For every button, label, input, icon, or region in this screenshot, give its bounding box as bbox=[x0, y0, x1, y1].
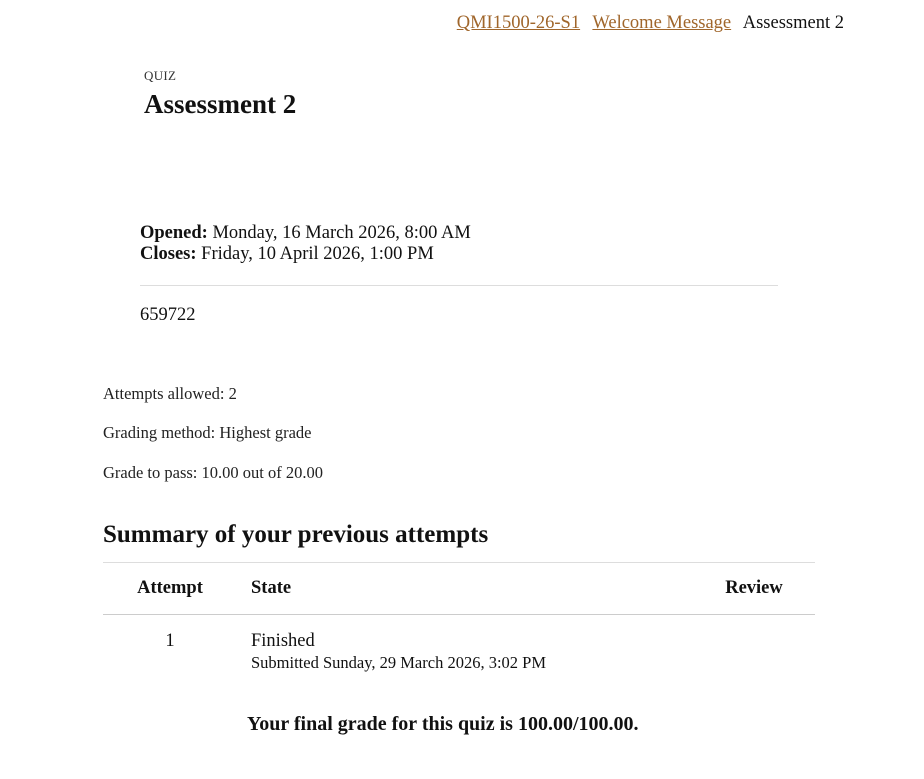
activity-dates bbox=[140, 223, 471, 265]
column-header-review: Review bbox=[693, 563, 815, 615]
closes-value: Friday, 10 April 2026, 1:00 PM bbox=[196, 244, 434, 264]
attempt-number: 1 bbox=[165, 631, 175, 651]
column-header-state: State bbox=[237, 563, 693, 615]
breadcrumb bbox=[457, 13, 844, 34]
breadcrumb-section-link[interactable]: Welcome Message bbox=[592, 13, 732, 33]
opened-value: Monday, 16 March 2026, 8:00 AM bbox=[207, 223, 471, 243]
page-title: Assessment 2 bbox=[144, 89, 297, 119]
final-grade: Your final grade for this quiz is 100.00/100.00. bbox=[247, 713, 639, 735]
breadcrumb-current: Assessment 2 bbox=[742, 13, 844, 33]
closes-date bbox=[140, 244, 471, 265]
breadcrumb-course-link[interactable]: QMI1500-26-S1 bbox=[456, 13, 581, 33]
attempt-state-cell bbox=[237, 615, 693, 675]
summary-heading: Summary of your previous attempts bbox=[103, 521, 489, 548]
table-row bbox=[103, 615, 815, 675]
opened-date bbox=[140, 223, 471, 244]
grade-to-pass: Grade to pass: 10.00 out of 20.00 bbox=[103, 463, 323, 482]
grading-method: Grading method: Highest grade bbox=[103, 423, 312, 442]
page-header bbox=[144, 68, 296, 120]
activity-type-label: QUIZ bbox=[144, 68, 177, 83]
closes-label: Closes: bbox=[140, 244, 197, 264]
opened-label: Opened: bbox=[140, 223, 208, 243]
attempts-allowed: Attempts allowed: 2 bbox=[103, 384, 237, 403]
column-header-attempt: Attempt bbox=[103, 563, 237, 615]
attempt-submitted-time: Submitted Sunday, 29 March 2026, 3:02 PM bbox=[251, 653, 547, 672]
attempts-table bbox=[103, 562, 815, 674]
quiz-description: 659722 bbox=[140, 305, 196, 325]
attempt-review-cell bbox=[693, 615, 815, 675]
attempt-state: Finished bbox=[251, 631, 315, 651]
divider bbox=[140, 285, 778, 286]
attempts-table-wrapper bbox=[103, 562, 815, 674]
table-header-row bbox=[103, 563, 815, 615]
